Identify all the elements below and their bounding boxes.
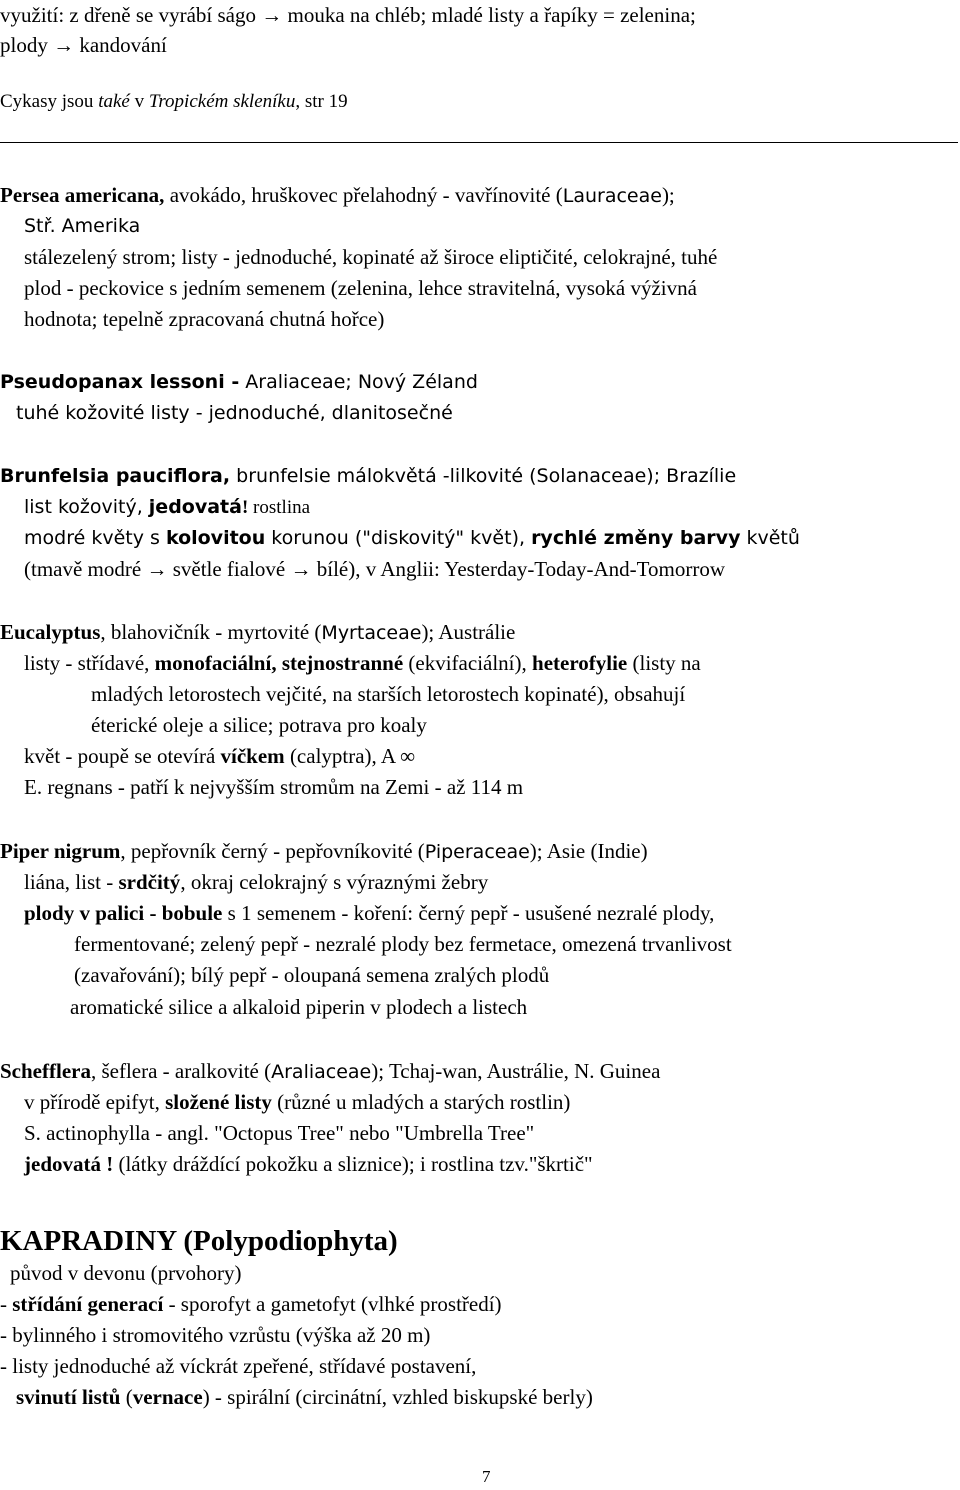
text: Cykasy jsou [0,91,99,112]
text-line: využití: z dřeně se vyrábí ságo → mouka na chléb; mladé listy a řapíky = zelenina; [0,3,696,27]
text: korunou ("diskovitý" květ), [265,527,532,549]
text: modré květy s [24,527,166,549]
text: Araliaceae; Nový Zéland [239,371,478,393]
text-line: fermentované; zelený pepř - nezralé plody bez fermetace, omezená trvanlivost [74,932,732,956]
text-line [24,1089,570,1115]
text: květů [740,527,800,549]
text-bold: ! [241,497,254,518]
species-title-persea [0,182,675,209]
species-title-pseudopanax [0,369,478,395]
text: (různé u mladých a starých rostlin) [271,1090,571,1114]
text: ); [661,183,675,207]
family-name: Piperaceae [424,841,530,863]
species-name: Eucalyptus [0,620,101,644]
text-bold: složené listy [165,1090,272,1114]
text: list kožovitý, [24,496,149,518]
text-line: hodnota; tepelně zpracovaná chutná hořce) [24,307,385,331]
text-line: původ v devonu (prvohory) [10,1261,242,1285]
text-bold: jedovatá [148,496,242,518]
text-bold: jedovatá ! [24,1152,114,1176]
text: , šeflera - aralkovité ( [90,1059,272,1083]
text-line: - bylinného i stromovitého vzrůstu (výška až 20 m) [0,1323,431,1347]
text-line: - listy jednoduché až víckrát zpeřené, střídavé postavení, [0,1354,477,1378]
text: - sporofyt a gametofyt (vlhké prostředí) [163,1292,502,1316]
text: květ - poupě se otevírá [24,744,221,768]
text-line [24,743,415,769]
text-line: plod - peckovice s jedním semenem (zelenina, lehce stravitelná, vysoká výživná [24,276,697,300]
text: , str 19 [295,91,348,112]
species-name: Piper nigrum [0,839,121,863]
text: (listy na [627,651,701,675]
text-bold: víčkem [220,744,285,768]
text-line: (zavařování); bílý pepř - oloupaná semena zralých plodů [74,963,550,987]
text-italic: Tropickém skleníku [148,91,296,112]
species-title-piper [0,838,648,865]
page-number: 7 [482,1467,491,1486]
text-line [24,494,310,521]
species-name: Schefflera [0,1059,91,1083]
text-bold: vernace [132,1385,203,1409]
text-line: tuhé kožovité listy - jednoduché, dlanitosečné [16,402,453,424]
section-heading: KAPRADINY (Polypodiophyta) [0,1225,398,1257]
text: rostlina [253,497,311,518]
text-line: S. actinophylla - angl. "Octopus Tree" nebo "Umbrella Tree" [24,1121,535,1145]
species-name: Pseudopanax lessoni - [0,371,240,393]
text: , okraj celokrajný s výraznými žebry [180,870,489,894]
text-line: plody → kandování [0,33,167,57]
family-name: Myrtaceae [321,622,422,644]
text: liána, list - [24,870,119,894]
horizontal-rule [0,142,958,143]
species-title-eucalyptus [0,619,515,646]
text: listy - střídavé, [24,651,155,675]
text: , blahovičník - myrtovité ( [100,620,322,644]
species-title-brunfelsia [0,463,736,489]
text-bold: střídání generací [12,1292,164,1316]
text-bold: monofaciální, stejnostranné [154,651,404,675]
text-bold: plody v palici - bobule [24,901,223,925]
text-bold: svinutí listů [16,1385,121,1409]
text: ); Tchaj-wan, Austrálie, N. Guinea [371,1059,661,1083]
text-bold: rychlé změny barvy [531,527,741,549]
text-line: aromatické silice a alkaloid piperin v plodech a listech [70,995,528,1019]
text-line [24,1151,593,1177]
text: ) - spirální (circinátní, vzhled biskupské berly) [202,1385,593,1409]
text: (calyptra), A ∞ [284,744,416,768]
text: - [0,1292,13,1316]
text-line: stálezelený strom; listy - jednoduché, kopinaté až široce eliptičité, celokrajné, tuhé [24,245,718,269]
cycas-note [0,89,348,115]
text-line: (tmavě modré → světle fialové → bílé), v Anglii: Yesterday-Today-And-Tomorrow [24,557,725,581]
text-line: Stř. Amerika [24,215,141,237]
text: (ekvifaciální), [403,651,533,675]
text: , pepřovník černý - pepřovníkovité ( [120,839,425,863]
species-name: Persea americana, [0,183,165,207]
text-line: éterické oleje a silice; potrava pro koaly [91,713,427,737]
text: v [129,91,149,112]
text: ); Austrálie [421,620,516,644]
family-name: Araliaceae [271,1061,372,1083]
text: ( [120,1385,133,1409]
text-bold: srdčitý [118,870,181,894]
species-name: Brunfelsia pauciflora, [0,465,231,487]
text-line [24,900,714,926]
text-line: mladých letorostech vejčité, na starších letorostech kopinaté), obsahují [91,682,686,706]
text-bold: kolovitou [165,527,266,549]
text-line [24,869,488,895]
text-line [24,650,701,676]
text-italic: také [98,91,130,112]
text-line [0,1291,502,1317]
family-name: Lauraceae [562,185,662,207]
species-title-schefflera [0,1058,660,1085]
text: s 1 semenem - koření: černý pepř - usušené nezralé plody, [222,901,715,925]
text-bold: heterofylie [532,651,628,675]
text: v přírodě epifyt, [24,1090,166,1114]
text: brunfelsie málokvětá -lilkovité (Solanaceae); Brazílie [230,465,737,487]
text-line [24,525,800,551]
text: avokádo, hruškovec přelahodný - vavřínovité ( [164,183,563,207]
text: ); Asie (Indie) [529,839,648,863]
text-line: E. regnans - patří k nejvyšším stromům na Zemi - až 114 m [24,775,524,799]
text-line [16,1384,593,1410]
text: (látky dráždící pokožku a sliznice); i rostlina tzv."škrtič" [113,1152,593,1176]
